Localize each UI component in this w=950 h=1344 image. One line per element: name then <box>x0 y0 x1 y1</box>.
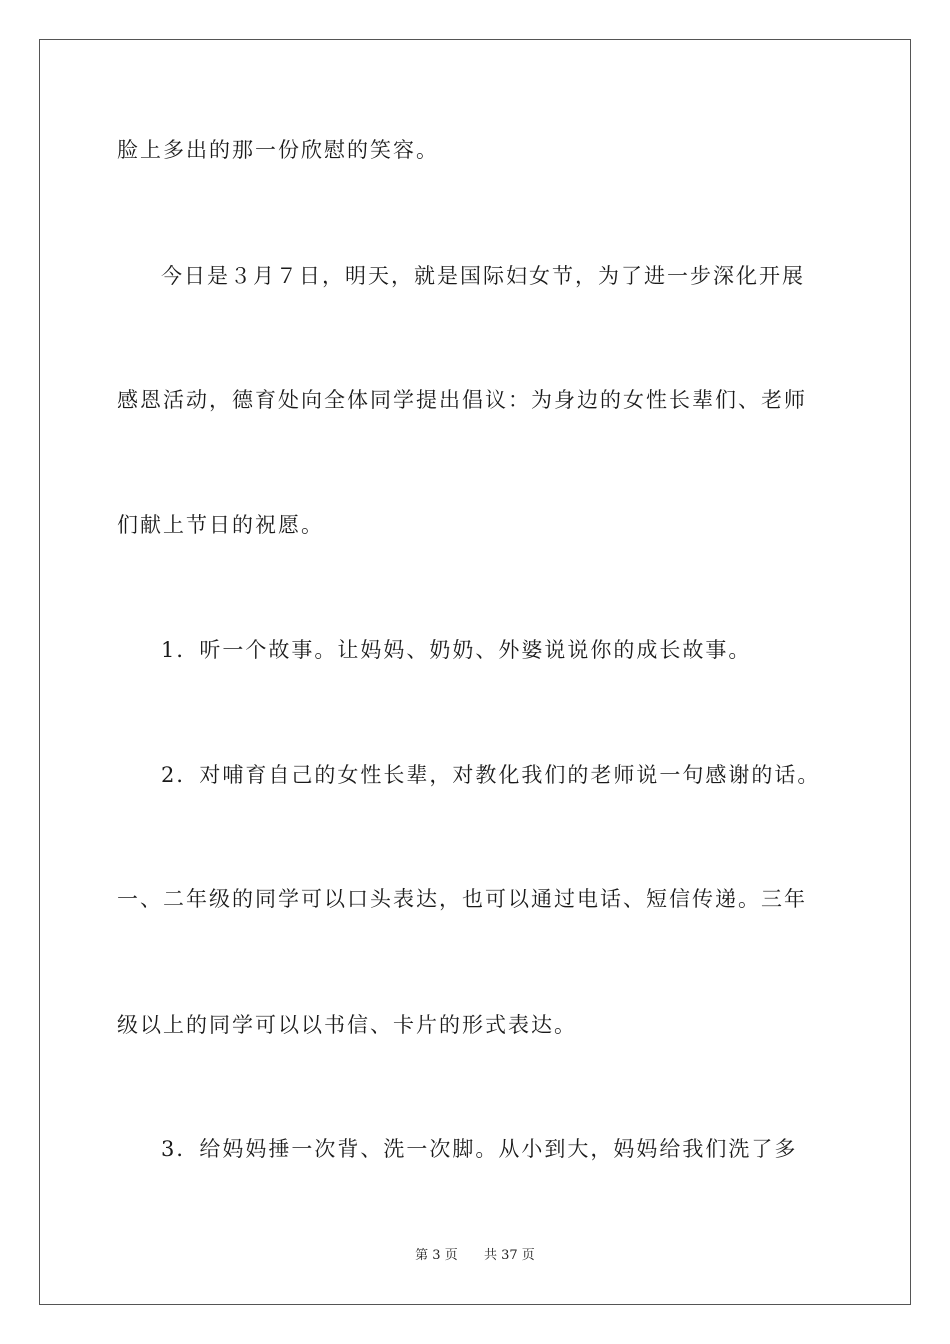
total-pages: 共 37 页 <box>484 1248 535 1263</box>
paragraph-line: 今日是３月７日，明天，就是国际妇女节，为了进一步深化开展 <box>161 264 805 288</box>
paragraph-line: 感恩活动，德育处向全体同学提出倡议：为身边的女性长辈们、老师 <box>117 388 807 412</box>
page-footer <box>0 1247 950 1265</box>
list-item: 3．给妈妈捶一次背、洗一次脚。从小到大，妈妈给我们洗了多 <box>161 1137 798 1161</box>
paragraph-line: 们献上节日的祝愿。 <box>117 513 324 537</box>
page-frame <box>39 39 911 1305</box>
paragraph-line: 一、二年级的同学可以口头表达，也可以通过电话、短信传递。三年 <box>117 887 807 911</box>
list-item: 1．听一个故事。让妈妈、奶奶、外婆说说你的成长故事。 <box>161 638 752 662</box>
paragraph-line: 脸上多出的那一份欣慰的笑容。 <box>117 138 439 162</box>
list-item: 2．对哺育自己的女性长辈，对教化我们的老师说一句感谢的话。 <box>161 763 821 787</box>
page-number: 第 3 页 <box>415 1248 458 1263</box>
paragraph-line: 级以上的同学可以以书信、卡片的形式表达。 <box>117 1013 577 1037</box>
